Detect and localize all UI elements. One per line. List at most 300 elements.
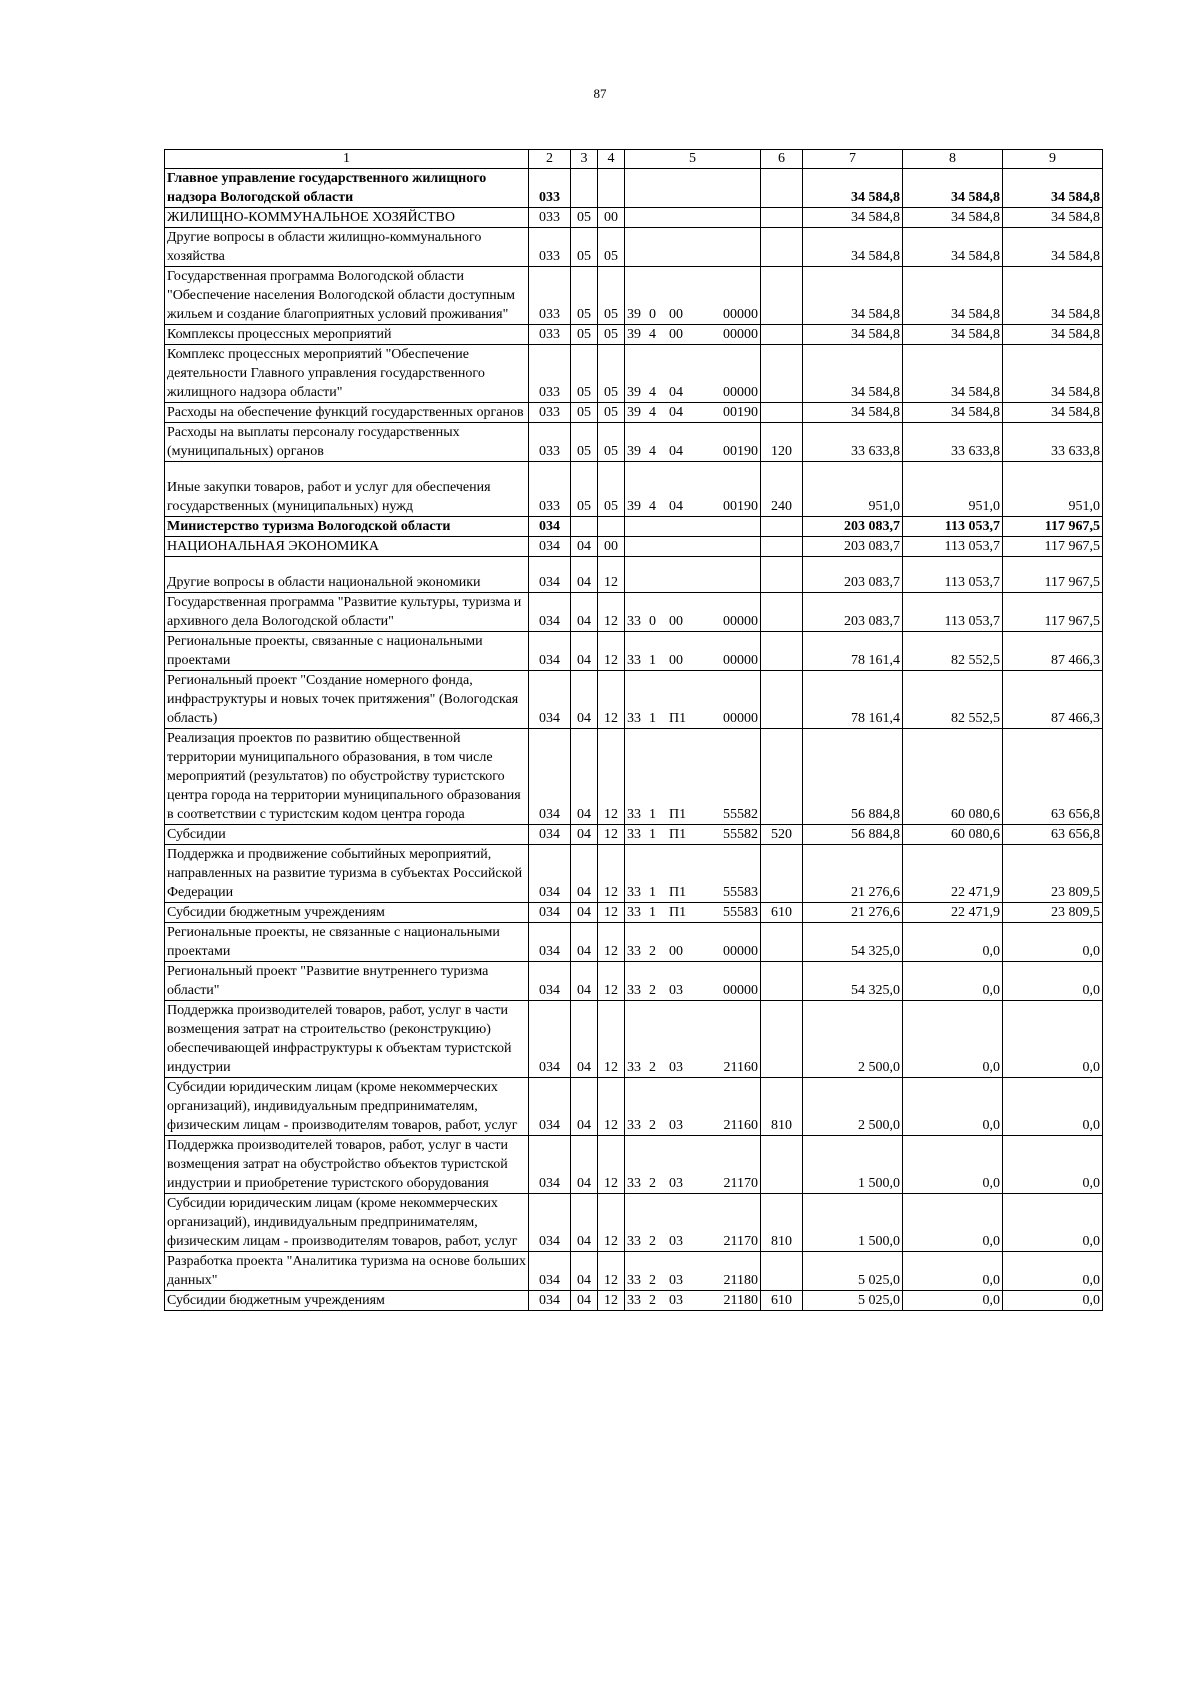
target-article-code bbox=[625, 557, 761, 593]
expense-type-code bbox=[761, 537, 803, 557]
expense-type-code bbox=[761, 729, 803, 825]
subsection-code: 12 bbox=[598, 1252, 625, 1291]
target-article-part-4: 00000 bbox=[723, 711, 758, 726]
amount-col-7: 203 083,7 bbox=[803, 517, 903, 537]
table-row bbox=[165, 825, 1103, 845]
target-article-part-2: 2 bbox=[649, 1273, 656, 1288]
expense-type-code: 810 bbox=[761, 1194, 803, 1252]
target-article-part-3: 00 bbox=[669, 327, 683, 342]
target-article-part-2: 1 bbox=[649, 653, 656, 668]
table-row bbox=[165, 517, 1103, 537]
target-article-part-1: 33 bbox=[627, 1234, 641, 1249]
target-article-code bbox=[625, 517, 761, 537]
target-article-code bbox=[625, 208, 761, 228]
table-row bbox=[165, 1291, 1103, 1311]
amount-col-9: 33 633,8 bbox=[1003, 423, 1103, 462]
expense-type-code: 240 bbox=[761, 462, 803, 517]
target-article-part-2: 2 bbox=[649, 944, 656, 959]
table-row bbox=[165, 632, 1103, 671]
subsection-code: 00 bbox=[598, 208, 625, 228]
expense-type-code bbox=[761, 267, 803, 325]
target-article-part-2: 0 bbox=[649, 614, 656, 629]
expense-type-code bbox=[761, 1001, 803, 1078]
header-cell-8: 8 bbox=[903, 150, 1003, 169]
expense-type-code bbox=[761, 228, 803, 267]
admin-code: 034 bbox=[529, 729, 571, 825]
row-name: Комплексы процессных мероприятий bbox=[165, 325, 529, 345]
amount-col-9: 63 656,8 bbox=[1003, 729, 1103, 825]
admin-code: 033 bbox=[529, 208, 571, 228]
amount-col-9: 87 466,3 bbox=[1003, 671, 1103, 729]
target-article-code bbox=[625, 671, 761, 729]
admin-code: 034 bbox=[529, 517, 571, 537]
amount-col-9: 87 466,3 bbox=[1003, 632, 1103, 671]
target-article-parts bbox=[627, 1271, 758, 1290]
amount-col-9: 63 656,8 bbox=[1003, 825, 1103, 845]
amount-col-7: 56 884,8 bbox=[803, 825, 903, 845]
table-row bbox=[165, 169, 1103, 208]
target-article-parts bbox=[627, 403, 758, 422]
amount-col-9: 34 584,8 bbox=[1003, 208, 1103, 228]
admin-code: 034 bbox=[529, 1252, 571, 1291]
target-article-part-3: 00 bbox=[669, 614, 683, 629]
amount-col-7: 78 161,4 bbox=[803, 632, 903, 671]
admin-code: 034 bbox=[529, 845, 571, 903]
amount-col-9: 951,0 bbox=[1003, 462, 1103, 517]
admin-code: 033 bbox=[529, 345, 571, 403]
row-name: Государственная программа Вологодской области "Обеспечение населения Вологодской области доступным жильем и создание благоприятных условий проживания" bbox=[165, 267, 529, 325]
amount-col-9: 23 809,5 bbox=[1003, 903, 1103, 923]
target-article-part-2: 1 bbox=[649, 711, 656, 726]
subsection-code: 05 bbox=[598, 423, 625, 462]
amount-col-7: 34 584,8 bbox=[803, 267, 903, 325]
target-article-part-1: 33 bbox=[627, 827, 641, 842]
expense-type-code bbox=[761, 403, 803, 423]
target-article-part-1: 33 bbox=[627, 711, 641, 726]
target-article-part-4: 21160 bbox=[723, 1060, 758, 1075]
amount-col-8: 113 053,7 bbox=[903, 557, 1003, 593]
amount-col-7: 203 083,7 bbox=[803, 593, 903, 632]
row-name: ЖИЛИЩНО-КОММУНАЛЬНОЕ ХОЗЯЙСТВО bbox=[165, 208, 529, 228]
section-code: 04 bbox=[571, 729, 598, 825]
subsection-code: 12 bbox=[598, 1136, 625, 1194]
row-name: Расходы на выплаты персоналу государственных (муниципальных) органов bbox=[165, 423, 529, 462]
target-article-part-2: 2 bbox=[649, 1293, 656, 1308]
target-article-part-1: 33 bbox=[627, 614, 641, 629]
section-code: 04 bbox=[571, 537, 598, 557]
row-name: Субсидии бюджетным учреждениям bbox=[165, 1291, 529, 1311]
target-article-part-4: 00190 bbox=[723, 405, 758, 420]
subsection-code: 12 bbox=[598, 671, 625, 729]
row-name: Другие вопросы в области жилищно-коммунального хозяйства bbox=[165, 228, 529, 267]
target-article-part-2: 2 bbox=[649, 1060, 656, 1075]
table-row bbox=[165, 462, 1103, 517]
admin-code: 034 bbox=[529, 1291, 571, 1311]
target-article-part-3: П1 bbox=[669, 827, 687, 842]
target-article-code bbox=[625, 267, 761, 325]
target-article-parts bbox=[627, 942, 758, 961]
target-article-part-4: 00000 bbox=[723, 307, 758, 322]
target-article-code bbox=[625, 1078, 761, 1136]
target-article-part-4: 00000 bbox=[723, 385, 758, 400]
amount-col-8: 34 584,8 bbox=[903, 345, 1003, 403]
amount-col-9: 34 584,8 bbox=[1003, 345, 1103, 403]
row-name: Иные закупки товаров, работ и услуг для обеспечения государственных (муниципальных) нужд bbox=[165, 462, 529, 517]
amount-col-8: 34 584,8 bbox=[903, 169, 1003, 208]
table-row bbox=[165, 845, 1103, 903]
target-article-code bbox=[625, 825, 761, 845]
target-article-part-2: 4 bbox=[649, 385, 656, 400]
header-cell-5: 5 bbox=[625, 150, 761, 169]
amount-col-8: 60 080,6 bbox=[903, 825, 1003, 845]
amount-col-9: 117 967,5 bbox=[1003, 593, 1103, 632]
amount-col-9: 34 584,8 bbox=[1003, 267, 1103, 325]
row-name: Расходы на обеспечение функций государственных органов bbox=[165, 403, 529, 423]
target-article-part-1: 33 bbox=[627, 905, 641, 920]
subsection-code bbox=[598, 169, 625, 208]
expense-type-code bbox=[761, 1136, 803, 1194]
section-code: 04 bbox=[571, 1136, 598, 1194]
page-number: 87 bbox=[593, 86, 607, 101]
target-article-code bbox=[625, 923, 761, 962]
target-article-part-1: 39 bbox=[627, 327, 641, 342]
row-name: Поддержка производителей товаров, работ, услуг в части возмещения затрат на обустройство объектов туристской индустрии и приобретение туристского оборудования bbox=[165, 1136, 529, 1194]
subsection-code: 05 bbox=[598, 403, 625, 423]
section-code: 04 bbox=[571, 825, 598, 845]
subsection-code: 12 bbox=[598, 962, 625, 1001]
target-article-code bbox=[625, 169, 761, 208]
target-article-part-4: 00000 bbox=[723, 614, 758, 629]
target-article-part-4: 21170 bbox=[723, 1234, 758, 1249]
target-article-code bbox=[625, 537, 761, 557]
section-code: 05 bbox=[571, 462, 598, 517]
expense-type-code bbox=[761, 169, 803, 208]
target-article-part-4: 00000 bbox=[723, 327, 758, 342]
target-article-part-3: 03 bbox=[669, 1293, 683, 1308]
row-name: Другие вопросы в области национальной экономики bbox=[165, 557, 529, 593]
target-article-parts bbox=[627, 442, 758, 461]
expense-type-code bbox=[761, 345, 803, 403]
section-code: 04 bbox=[571, 923, 598, 962]
target-article-part-3: 04 bbox=[669, 444, 683, 459]
target-article-part-2: 1 bbox=[649, 827, 656, 842]
target-article-part-1: 33 bbox=[627, 885, 641, 900]
target-article-part-1: 33 bbox=[627, 1176, 641, 1191]
table-row bbox=[165, 1078, 1103, 1136]
expense-type-code: 810 bbox=[761, 1078, 803, 1136]
amount-col-9: 23 809,5 bbox=[1003, 845, 1103, 903]
expense-type-code bbox=[761, 208, 803, 228]
target-article-part-3: П1 bbox=[669, 807, 687, 822]
row-name: Министерство туризма Вологодской области bbox=[165, 517, 529, 537]
target-article-parts bbox=[627, 1174, 758, 1193]
target-article-parts bbox=[627, 805, 758, 824]
amount-col-9: 34 584,8 bbox=[1003, 403, 1103, 423]
target-article-part-4: 00190 bbox=[723, 499, 758, 514]
expense-type-code bbox=[761, 517, 803, 537]
expense-type-code bbox=[761, 962, 803, 1001]
expense-type-code: 610 bbox=[761, 1291, 803, 1311]
admin-code: 033 bbox=[529, 325, 571, 345]
section-code: 04 bbox=[571, 962, 598, 1001]
expense-type-code bbox=[761, 923, 803, 962]
admin-code: 033 bbox=[529, 228, 571, 267]
target-article-parts bbox=[627, 325, 758, 344]
target-article-part-1: 39 bbox=[627, 385, 641, 400]
amount-col-8: 0,0 bbox=[903, 1291, 1003, 1311]
target-article-parts bbox=[627, 883, 758, 902]
amount-col-8: 113 053,7 bbox=[903, 517, 1003, 537]
amount-col-9: 0,0 bbox=[1003, 1078, 1103, 1136]
row-name: Региональные проекты, не связанные с национальными проектами bbox=[165, 923, 529, 962]
target-article-part-3: 03 bbox=[669, 983, 683, 998]
amount-col-7: 34 584,8 bbox=[803, 325, 903, 345]
subsection-code: 05 bbox=[598, 228, 625, 267]
target-article-part-2: 4 bbox=[649, 444, 656, 459]
amount-col-7: 203 083,7 bbox=[803, 537, 903, 557]
target-article-part-3: 00 bbox=[669, 944, 683, 959]
header-row bbox=[165, 150, 1103, 169]
header-cell-7: 7 bbox=[803, 150, 903, 169]
amount-col-9: 34 584,8 bbox=[1003, 169, 1103, 208]
target-article-parts bbox=[627, 1116, 758, 1135]
table-row bbox=[165, 1252, 1103, 1291]
amount-col-7: 34 584,8 bbox=[803, 208, 903, 228]
target-article-part-4: 55583 bbox=[723, 885, 758, 900]
table-row bbox=[165, 423, 1103, 462]
row-name: Субсидии bbox=[165, 825, 529, 845]
amount-col-7: 2 500,0 bbox=[803, 1078, 903, 1136]
target-article-parts bbox=[627, 1058, 758, 1077]
amount-col-8: 0,0 bbox=[903, 1001, 1003, 1078]
admin-code: 034 bbox=[529, 671, 571, 729]
row-name: Субсидии юридическим лицам (кроме некоммерческих организаций), индивидуальным предпринимателям, физическим лицам - производителям товаров, работ, услуг bbox=[165, 1078, 529, 1136]
amount-col-8: 34 584,8 bbox=[903, 267, 1003, 325]
target-article-part-3: 03 bbox=[669, 1176, 683, 1191]
expense-type-code bbox=[761, 1252, 803, 1291]
subsection-code: 05 bbox=[598, 267, 625, 325]
amount-col-7: 203 083,7 bbox=[803, 557, 903, 593]
expense-type-code bbox=[761, 593, 803, 632]
table-row bbox=[165, 403, 1103, 423]
header-cell-1: 1 bbox=[165, 150, 529, 169]
subsection-code: 12 bbox=[598, 1001, 625, 1078]
target-article-part-2: 1 bbox=[649, 885, 656, 900]
subsection-code: 05 bbox=[598, 345, 625, 403]
amount-col-8: 82 552,5 bbox=[903, 632, 1003, 671]
table-body bbox=[165, 150, 1103, 1311]
amount-col-8: 34 584,8 bbox=[903, 228, 1003, 267]
target-article-parts bbox=[627, 651, 758, 670]
target-article-parts bbox=[627, 612, 758, 631]
expense-type-code bbox=[761, 671, 803, 729]
amount-col-8: 60 080,6 bbox=[903, 729, 1003, 825]
target-article-part-3: 04 bbox=[669, 405, 683, 420]
target-article-part-1: 39 bbox=[627, 444, 641, 459]
target-article-code bbox=[625, 962, 761, 1001]
target-article-code bbox=[625, 325, 761, 345]
amount-col-7: 2 500,0 bbox=[803, 1001, 903, 1078]
amount-col-8: 0,0 bbox=[903, 923, 1003, 962]
amount-col-8: 0,0 bbox=[903, 1252, 1003, 1291]
target-article-part-1: 33 bbox=[627, 1060, 641, 1075]
target-article-part-4: 21180 bbox=[723, 1293, 758, 1308]
target-article-part-2: 0 bbox=[649, 307, 656, 322]
target-article-part-3: 04 bbox=[669, 499, 683, 514]
target-article-part-4: 55582 bbox=[723, 827, 758, 842]
target-article-part-1: 33 bbox=[627, 983, 641, 998]
expense-type-code bbox=[761, 325, 803, 345]
section-code: 04 bbox=[571, 557, 598, 593]
amount-col-7: 1 500,0 bbox=[803, 1136, 903, 1194]
table-row bbox=[165, 345, 1103, 403]
admin-code: 034 bbox=[529, 1001, 571, 1078]
amount-col-9: 0,0 bbox=[1003, 1001, 1103, 1078]
table-row bbox=[165, 267, 1103, 325]
target-article-part-2: 4 bbox=[649, 499, 656, 514]
amount-col-8: 34 584,8 bbox=[903, 208, 1003, 228]
amount-col-8: 0,0 bbox=[903, 1136, 1003, 1194]
subsection-code: 12 bbox=[598, 557, 625, 593]
row-name: НАЦИОНАЛЬНАЯ ЭКОНОМИКА bbox=[165, 537, 529, 557]
amount-col-7: 1 500,0 bbox=[803, 1194, 903, 1252]
amount-col-7: 34 584,8 bbox=[803, 228, 903, 267]
subsection-code: 12 bbox=[598, 1078, 625, 1136]
admin-code: 033 bbox=[529, 423, 571, 462]
target-article-part-4: 00000 bbox=[723, 983, 758, 998]
subsection-code: 12 bbox=[598, 903, 625, 923]
table-row bbox=[165, 671, 1103, 729]
admin-code: 034 bbox=[529, 1078, 571, 1136]
amount-col-7: 34 584,8 bbox=[803, 345, 903, 403]
target-article-parts bbox=[627, 497, 758, 516]
target-article-part-4: 55583 bbox=[723, 905, 758, 920]
amount-col-8: 34 584,8 bbox=[903, 325, 1003, 345]
target-article-part-1: 39 bbox=[627, 307, 641, 322]
target-article-part-3: 04 bbox=[669, 385, 683, 400]
target-article-parts bbox=[627, 709, 758, 728]
target-article-code bbox=[625, 462, 761, 517]
target-article-parts bbox=[627, 825, 758, 844]
target-article-code bbox=[625, 1136, 761, 1194]
section-code bbox=[571, 169, 598, 208]
amount-col-8: 0,0 bbox=[903, 1194, 1003, 1252]
section-code: 04 bbox=[571, 1291, 598, 1311]
admin-code: 034 bbox=[529, 903, 571, 923]
table-row bbox=[165, 208, 1103, 228]
amount-col-8: 0,0 bbox=[903, 1078, 1003, 1136]
target-article-code bbox=[625, 228, 761, 267]
section-code bbox=[571, 517, 598, 537]
table-row bbox=[165, 593, 1103, 632]
target-article-part-2: 1 bbox=[649, 905, 656, 920]
row-name: Региональные проекты, связанные с национальными проектами bbox=[165, 632, 529, 671]
amount-col-7: 54 325,0 bbox=[803, 923, 903, 962]
target-article-part-2: 2 bbox=[649, 1234, 656, 1249]
admin-code: 034 bbox=[529, 632, 571, 671]
table-row bbox=[165, 1194, 1103, 1252]
section-code: 04 bbox=[571, 593, 598, 632]
subsection-code: 12 bbox=[598, 1194, 625, 1252]
target-article-part-4: 00190 bbox=[723, 444, 758, 459]
section-code: 04 bbox=[571, 671, 598, 729]
table-row bbox=[165, 923, 1103, 962]
row-name: Главное управление государственного жилищного надзора Вологодской области bbox=[165, 169, 529, 208]
target-article-part-2: 4 bbox=[649, 405, 656, 420]
target-article-code bbox=[625, 1001, 761, 1078]
amount-col-8: 0,0 bbox=[903, 962, 1003, 1001]
admin-code: 034 bbox=[529, 537, 571, 557]
admin-code: 034 bbox=[529, 923, 571, 962]
target-article-part-1: 33 bbox=[627, 653, 641, 668]
section-code: 05 bbox=[571, 403, 598, 423]
target-article-part-1: 33 bbox=[627, 1293, 641, 1308]
table-row bbox=[165, 228, 1103, 267]
amount-col-8: 951,0 bbox=[903, 462, 1003, 517]
admin-code: 033 bbox=[529, 462, 571, 517]
target-article-part-3: П1 bbox=[669, 711, 687, 726]
target-article-part-2: 4 bbox=[649, 327, 656, 342]
subsection-code: 05 bbox=[598, 462, 625, 517]
amount-col-9: 0,0 bbox=[1003, 962, 1103, 1001]
target-article-part-2: 2 bbox=[649, 1118, 656, 1133]
table-row bbox=[165, 325, 1103, 345]
amount-col-9: 0,0 bbox=[1003, 1291, 1103, 1311]
amount-col-9: 0,0 bbox=[1003, 923, 1103, 962]
target-article-part-3: 03 bbox=[669, 1060, 683, 1075]
amount-col-9: 34 584,8 bbox=[1003, 325, 1103, 345]
target-article-parts bbox=[627, 305, 758, 324]
section-code: 05 bbox=[571, 325, 598, 345]
expense-type-code: 520 bbox=[761, 825, 803, 845]
target-article-part-4: 00000 bbox=[723, 653, 758, 668]
target-article-parts bbox=[627, 981, 758, 1000]
amount-col-7: 56 884,8 bbox=[803, 729, 903, 825]
target-article-part-3: 03 bbox=[669, 1118, 683, 1133]
target-article-code bbox=[625, 845, 761, 903]
section-code: 04 bbox=[571, 1001, 598, 1078]
row-name: Разработка проекта "Аналитика туризма на основе больших данных" bbox=[165, 1252, 529, 1291]
header-cell-4: 4 bbox=[598, 150, 625, 169]
subsection-code: 12 bbox=[598, 632, 625, 671]
subsection-code: 00 bbox=[598, 537, 625, 557]
target-article-code bbox=[625, 403, 761, 423]
row-name: Государственная программа "Развитие культуры, туризма и архивного дела Вологодской области" bbox=[165, 593, 529, 632]
table-row bbox=[165, 537, 1103, 557]
target-article-part-1: 33 bbox=[627, 944, 641, 959]
amount-col-9: 0,0 bbox=[1003, 1252, 1103, 1291]
admin-code: 034 bbox=[529, 962, 571, 1001]
amount-col-9: 0,0 bbox=[1003, 1136, 1103, 1194]
subsection-code: 12 bbox=[598, 825, 625, 845]
target-article-code bbox=[625, 423, 761, 462]
amount-col-7: 78 161,4 bbox=[803, 671, 903, 729]
amount-col-7: 34 584,8 bbox=[803, 169, 903, 208]
amount-col-7: 21 276,6 bbox=[803, 845, 903, 903]
target-article-part-3: 03 bbox=[669, 1273, 683, 1288]
amount-col-9: 34 584,8 bbox=[1003, 228, 1103, 267]
section-code: 05 bbox=[571, 423, 598, 462]
target-article-part-2: 2 bbox=[649, 1176, 656, 1191]
row-name: Региональный проект "Развитие внутреннего туризма области" bbox=[165, 962, 529, 1001]
amount-col-7: 34 584,8 bbox=[803, 403, 903, 423]
table-row bbox=[165, 1001, 1103, 1078]
target-article-code bbox=[625, 1252, 761, 1291]
amount-col-8: 22 471,9 bbox=[903, 903, 1003, 923]
budget-table bbox=[164, 149, 1103, 1311]
subsection-code: 12 bbox=[598, 729, 625, 825]
section-code: 05 bbox=[571, 345, 598, 403]
